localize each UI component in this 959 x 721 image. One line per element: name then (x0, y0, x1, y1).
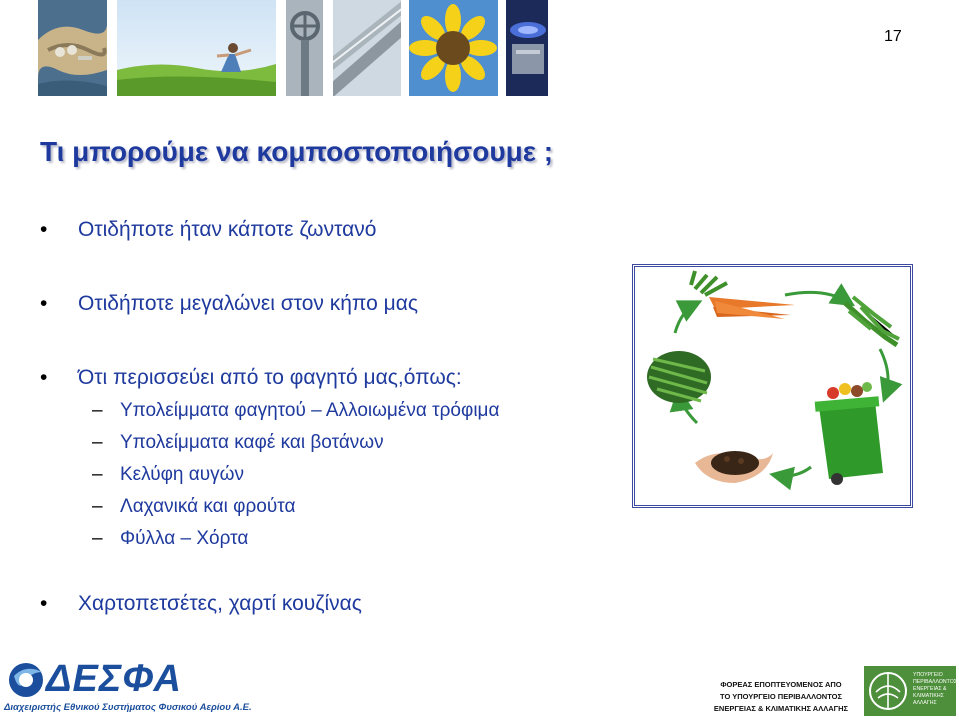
compost-cycle-illustration (632, 264, 913, 508)
desfa-logo (4, 656, 224, 702)
hands-soil-icon (695, 451, 773, 483)
bullet-item (40, 366, 462, 390)
banner-photo-sunflower (409, 0, 498, 96)
sub-bullet-item (92, 464, 244, 486)
bullet-item (40, 292, 418, 316)
bullet-item (40, 218, 376, 242)
agency-text-line: ΤΟ ΥΠΟΥΡΓΕΙΟ ΠΕΡΙΒΑΛΛΟΝΤΟΣ (720, 692, 842, 701)
agency-text-line: ΕΝΕΡΓΕΙΑΣ & ΚΛΙΜΑΤΙΚΗΣ ΑΛΛΑΓΗΣ (713, 704, 849, 713)
ministry-text-line: ΚΛΙΜΑΤΙΚΗΣ (913, 693, 944, 699)
ministry-text-line: ΑΛΛΑΓΗΣ (913, 700, 937, 706)
desfa-subtitle: Διαχειριστής Εθνικού Συστήματος Φυσικού Αερίου Α.Ε. (4, 702, 252, 713)
bullet-text: Χαρτοπετσέτες, χαρτί κουζίνας (78, 592, 362, 615)
sub-bullet-text: Φύλλα – Χόρτα (120, 528, 249, 549)
sub-bullet-item (92, 496, 295, 518)
bullet-item (40, 592, 362, 616)
carrots-icon (691, 271, 795, 319)
ministry-text-line: ΠΕΡΙΒΑΛΛΟΝΤΟΣ (913, 679, 957, 685)
sub-bullet-text: Υπολείμματα φαγητού – Αλλοιωμένα τρόφιμα (120, 400, 500, 421)
dash-marker: – (92, 400, 103, 421)
bullet-marker: • (40, 592, 48, 615)
bullet-marker: • (40, 366, 48, 389)
banner-photo-pipeline (333, 0, 401, 96)
banner-photo-child-meadow (117, 0, 276, 96)
slide-number: 17 (884, 28, 902, 45)
cycle-arrow (785, 292, 850, 303)
ministry-emblem-icon (864, 666, 912, 716)
field-icon (647, 351, 711, 403)
bullet-text: Οτιδήποτε ήταν κάποτε ζωντανό (78, 218, 377, 241)
banner-photo-gas-burner (506, 0, 548, 96)
carrot-tops-icon (845, 297, 899, 345)
banner-photo-lng-terminal (38, 0, 107, 96)
desfa-logo-text: ΔΕΣΦΑ (46, 658, 182, 700)
ministry-text-line: ΥΠΟΥΡΓΕΙΟ (913, 672, 943, 678)
compost-bin-icon (815, 382, 883, 485)
cycle-arrow (675, 303, 697, 333)
bullet-text: Ότι περισσεύει από το φαγητό μας,όπως: (78, 366, 462, 389)
slide-title: Τι μπορούμε να κομποστοποιήσουμε ; (40, 136, 554, 167)
dash-marker: – (92, 496, 103, 517)
sub-bullet-text: Υπολείμματα καφέ και βοτάνων (120, 432, 384, 453)
dash-marker: – (92, 432, 103, 453)
sub-bullet-item (92, 528, 248, 550)
sub-bullet-item (92, 432, 384, 454)
cycle-arrow (775, 467, 811, 476)
dash-marker: – (92, 528, 103, 549)
ministry-text-line: ΕΝΕΡΓΕΙΑΣ & (913, 686, 947, 692)
sub-bullet-text: Λαχανικά και φρούτα (120, 496, 296, 517)
dash-marker: – (92, 464, 103, 485)
cycle-arrow (880, 349, 888, 397)
sub-bullet-text: Κελύφη αυγών (120, 464, 244, 485)
banner-photo-valve-wheel (286, 0, 323, 96)
sub-bullet-item (92, 400, 499, 422)
bullet-marker: • (40, 292, 48, 315)
bullet-text: Οτιδήποτε μεγαλώνει στον κήπο μας (78, 292, 418, 315)
agency-text-line: ΦΟΡΕΑΣ ΕΠΟΠΤΕΥΟΜΕΝΟΣ ΑΠΟ (720, 680, 842, 689)
bullet-marker: • (40, 218, 48, 241)
